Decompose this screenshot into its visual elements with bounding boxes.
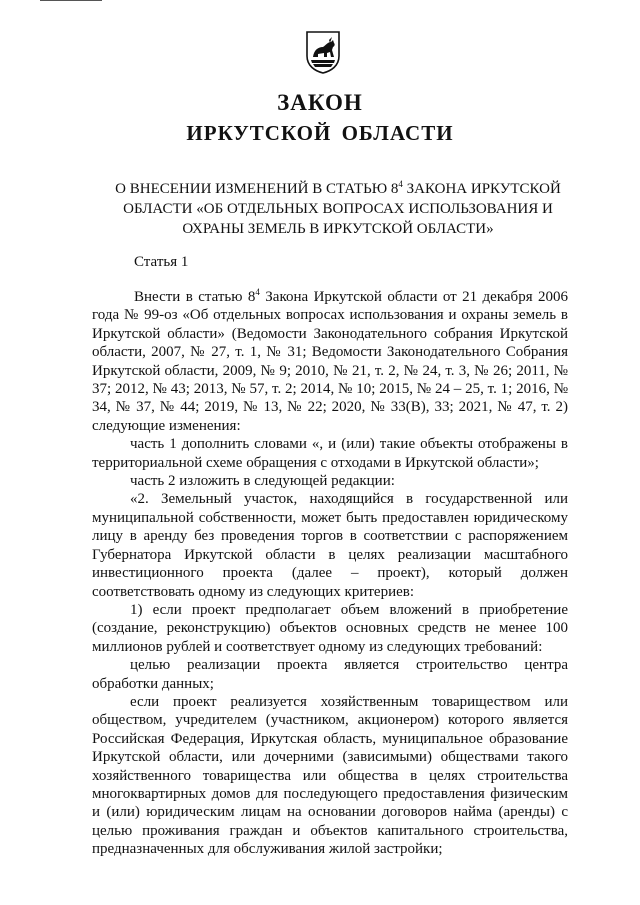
paragraph-text: Закона Иркутской области от 21 декабря 2006 года № 99-оз «Об отдельных вопросах использования и охраны земель в Иркутской области» (Ведомости Законодательного собрания Иркутской области, 2007, № 27, т. 1, № 31; Ведомости Законодательного Собрания Иркутской области, 2009, № 9; 2010, № 21, т. 2, № 24, т. 3, № 26; 2011, № 37; 2012, № 43; 2013, № 57, т. 2; 2014, № 10; 2015, № 24 – 25, т. 1; 2016, № 34, № 37, № 44; 2019, № 13, № 22; 2020, № 33(В), 33; 2021, № 47, т. 2) следующие изменения:: [92, 289, 568, 434]
article-heading: Статья 1: [134, 254, 189, 270]
document-subtitle: [108, 179, 568, 239]
subtitle-text: ЗАКОНА ИРКУТСКОЙ: [402, 181, 561, 197]
paragraph-2: часть 1 дополнить словами «, и (или) такие объекты отображены в территориальной схеме обращения с отходами в Иркутской области»;: [92, 436, 568, 471]
paragraph-1: [92, 288, 568, 435]
superscript: 4: [255, 287, 260, 297]
subtitle-text: О ВНЕСЕНИИ ИЗМЕНЕНИЙ В СТАТЬЮ 8: [115, 181, 399, 197]
region-title: ИРКУТСКОЙ ОБЛАСТИ: [186, 121, 454, 145]
paragraph-4: «2. Земельный участок, находящийся в государственной или муниципальной собственности, может быть предоставлен юридическому лицу в аренду без проведения торгов в соответствии с распоряжением Губернатора Иркутской области в целях реализации масштабного инвестиционного проекта (далее – проект), который должен соответствовать одному из следующих критериев:: [92, 491, 568, 600]
law-title: ЗАКОН: [277, 90, 363, 115]
subtitle-line-1: [108, 179, 568, 199]
top-edge-line: [40, 0, 102, 1]
paragraph-text: Внести в статью 8: [134, 289, 256, 305]
superscript: 4: [398, 179, 403, 189]
subtitle-line-3: ОХРАНЫ ЗЕМЕЛЬ В ИРКУТСКОЙ ОБЛАСТИ»: [182, 221, 494, 237]
subtitle-line-2: ОБЛАСТИ «ОБ ОТДЕЛЬНЫХ ВОПРОСАХ ИСПОЛЬЗОВАНИЯ И: [123, 201, 553, 217]
paragraph-6: целью реализации проекта является строительство центра обработки данных;: [92, 657, 568, 692]
paragraph-5: 1) если проект предполагает объем вложений в приобретение (создание, реконструкцию) объектов основных средств не менее 100 миллионов рублей и соответствует одному из следующих требований:: [92, 601, 568, 655]
paragraph-7: если проект реализуется хозяйственным товариществом или обществом, учредителем (участником, акционером) которого является Российская Федерация, Иркутская область, муниципальное образование Иркутской области, или дочерними (зависимыми) обществами такого хозяйственного товарищества или общества в целях строительства многоквартирных домов для последующего предоставления физическим и (или) юридическим лицам на основании договоров найма (аренды) с целью проживания граждан и объектов капитального строительства, предназначенных для обслуживания жилой застройки;: [92, 693, 568, 858]
paragraph-3: часть 2 изложить в следующей редакции:: [130, 473, 395, 490]
document-body: [92, 288, 568, 859]
coat-of-arms-icon: [305, 30, 341, 74]
